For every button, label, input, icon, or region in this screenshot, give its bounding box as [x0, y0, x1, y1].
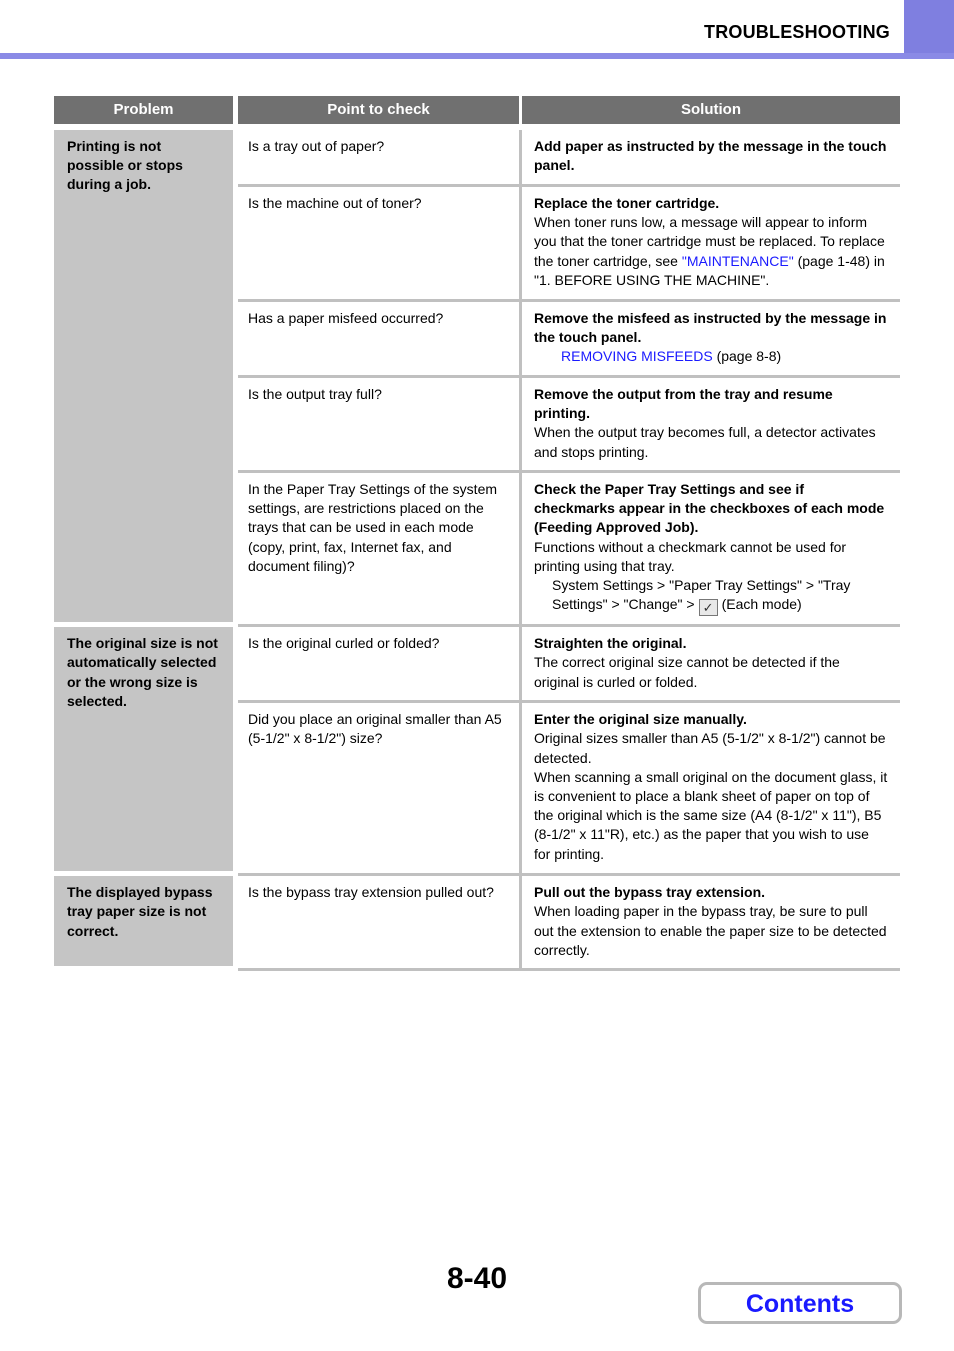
header-rule [0, 53, 954, 59]
settings-path-pre: System Settings > "Paper Tray Settings" > "Tray Settings" > "Change" > [552, 577, 851, 613]
solution-text: When scanning a small original on the document glass, it is convenient to place a blank sheet of paper on top of the original which is the same size (A4 (8-1/2" x 11"), B5 (8-1/2" x 11"R), etc.) as the paper that you wish to use for printing. [534, 768, 888, 862]
table-row [54, 876, 900, 971]
column-header-solution: Solution [522, 96, 900, 130]
solution-heading: Pull out the bypass tray extension. [534, 884, 766, 901]
solution-text: When the output tray becomes full, a detector activates and stops printing. [534, 424, 876, 460]
solution-cell [522, 302, 900, 378]
solution-text [534, 213, 888, 290]
problem-cell: Printing is not possible or stops during a job. [54, 130, 238, 627]
settings-path-post: (Each mode) [721, 596, 802, 613]
solution-text: Functions without a checkmark cannot be used for printing using that tray. [534, 538, 847, 574]
solution-cell [522, 473, 900, 627]
check-cell: Is the output tray full? [238, 378, 522, 473]
check-cell: Is a tray out of paper? [238, 130, 522, 187]
column-header-point-to-check: Point to check [238, 96, 522, 130]
solution-cell [522, 703, 900, 876]
checkbox-checked-icon: ✓ [699, 599, 718, 616]
problem-cell: The original size is not automatically selected or the wrong size is selected. [54, 627, 238, 876]
solution-heading: Check the Paper Tray Settings and see if checkmarks appear in the checkboxes of each mode (Feeding Approved Job). [534, 481, 885, 536]
solution-cell [522, 378, 900, 473]
solution-heading: Enter the original size manually. [534, 711, 747, 728]
solution-cell [522, 627, 900, 703]
check-cell: Is the bypass tray extension pulled out? [238, 876, 522, 971]
check-cell: Is the original curled or folded? [238, 627, 522, 703]
solution-heading: Add paper as instructed by the message in the touch panel. [534, 138, 887, 174]
check-cell: In the Paper Tray Settings of the system settings, are restrictions placed on the trays that can be used in each mode (copy, print, fax, Internet fax, and document filing)? [238, 473, 522, 627]
solution-text: When loading paper in the bypass tray, be sure to pull out the extension to enable the paper size to be detected correctly. [534, 903, 887, 958]
check-cell: Is the machine out of toner? [238, 187, 522, 302]
problem-cell: The displayed bypass tray paper size is not correct. [54, 876, 238, 971]
solution-heading: Replace the toner cartridge. [534, 195, 720, 211]
solution-reference [534, 347, 888, 366]
settings-path [534, 576, 888, 616]
solution-cell [522, 876, 900, 971]
solution-heading: Remove the misfeed as instructed by the message in the touch panel. [534, 310, 887, 346]
table-row [54, 627, 900, 703]
solution-text-pre: When toner runs low, a message will appear to inform you that the toner cartridge must be replaced. To replace the toner cartridge, see [534, 214, 885, 269]
maintenance-link[interactable]: "MAINTENANCE" [681, 252, 794, 269]
check-cell: Did you place an original smaller than A5 (5-1/2" x 8-1/2") size? [238, 703, 522, 876]
section-title: TROUBLESHOOTING [704, 22, 890, 42]
solution-heading: Straighten the original. [534, 635, 687, 652]
table-row [54, 130, 900, 187]
solution-cell [522, 187, 900, 302]
troubleshooting-table [54, 96, 900, 971]
solution-heading: Remove the output from the tray and resume printing. [534, 386, 833, 422]
reference-page: (page 8-8) [712, 348, 782, 365]
solution-text: The correct original size cannot be detected if the original is curled or folded. [534, 654, 840, 690]
header-accent-block [904, 0, 954, 53]
page-number: 8-40 [446, 1262, 508, 1295]
check-cell: Has a paper misfeed occurred? [238, 302, 522, 378]
column-header-problem: Problem [54, 96, 238, 130]
contents-button[interactable]: Contents [698, 1282, 902, 1324]
solution-text-post: (page 1-48) in "1. BEFORE USING THE MACHINE". [534, 252, 885, 288]
solution-text: Original sizes smaller than A5 (5-1/2" x 8-1/2") cannot be detected. [534, 730, 886, 766]
solution-cell [522, 130, 900, 187]
removing-misfeeds-link[interactable]: REMOVING MISFEEDS [561, 348, 713, 365]
